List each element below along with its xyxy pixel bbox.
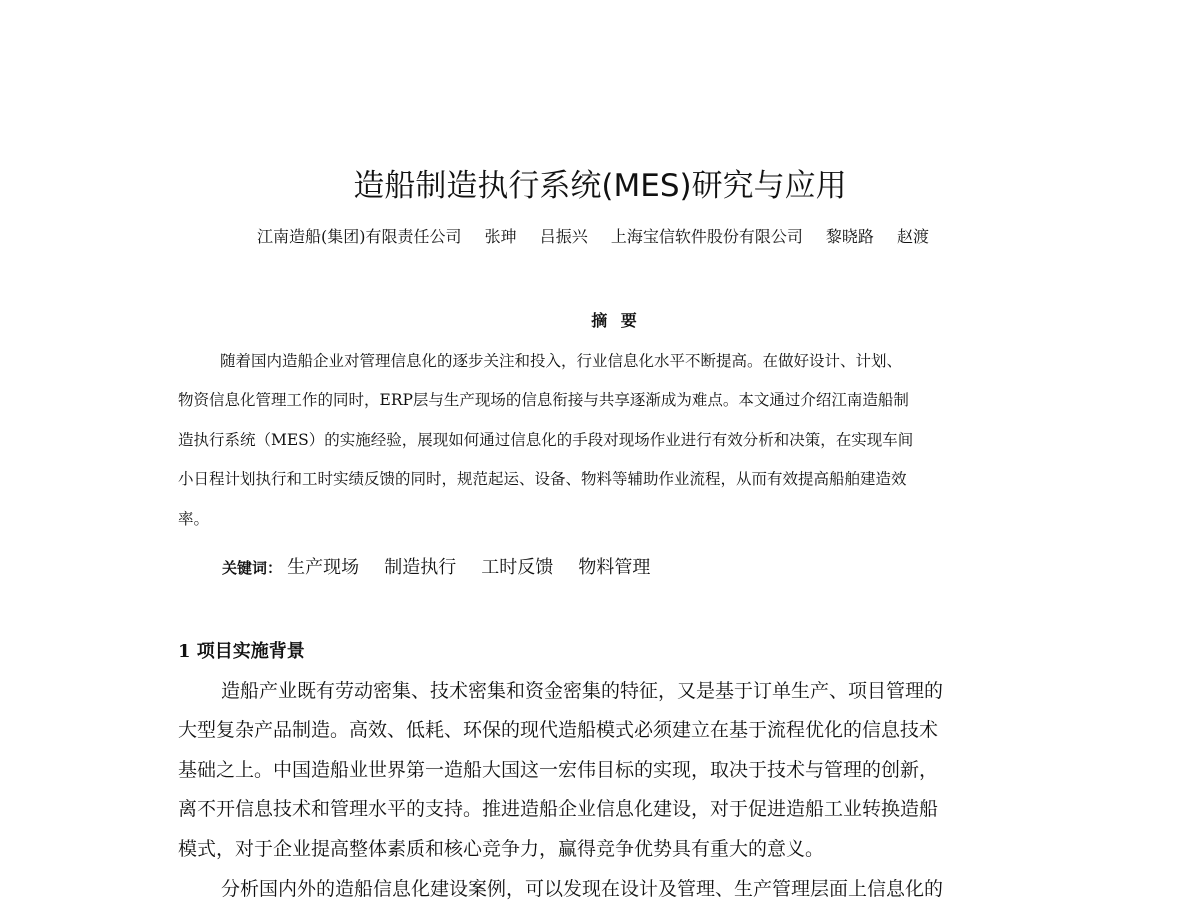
body-line: 大型复杂产品制造。高效、低耗、环保的现代造船模式必须建立在基于流程优化的信息技术 xyxy=(178,719,939,741)
abstract-heading: 摘 要 xyxy=(591,311,641,330)
abstract-line: 率。 xyxy=(178,510,210,528)
keyword: 物料管理 xyxy=(578,557,651,578)
author-name-2: 吕振兴 xyxy=(539,227,588,246)
author-affiliation-2: 上海宝信软件股份有限公司 xyxy=(610,227,803,246)
section-heading: 1 项目实施背景 xyxy=(178,641,305,662)
abstract-line: 小日程计划执行和工时实绩反馈的同时，规范起运、设备、物料等辅助作业流程，从而有效提高船舶建造效 xyxy=(178,470,907,488)
body-line: 模式，对于企业提高整体素质和核心竞争力，赢得竞争优势具有重大的意义。 xyxy=(178,838,825,860)
keyword: 生产现场 xyxy=(287,557,360,578)
abstract-line: 造执行系统（MES）的实施经验，展现如何通过信息化的手段对现场作业进行有效分析和决策，在实现车间 xyxy=(178,431,914,449)
author-name-4: 赵渡 xyxy=(897,227,930,246)
keywords xyxy=(222,553,670,579)
author-name-1: 张珅 xyxy=(484,227,517,246)
body-line: 离不开信息技术和管理水平的支持。推进造船企业信息化建设，对于促进造船工业转换造船 xyxy=(178,798,939,820)
abstract-line: 随着国内造船企业对管理信息化的逐步关注和投入，行业信息化水平不断提高。在做好设计、计划、 xyxy=(220,352,903,370)
abstract-line: 物资信息化管理工作的同时，ERP层与生产现场的信息衔接与共享逐渐成为难点。本文通过介绍江南造船制 xyxy=(178,391,909,409)
body-line: 造船产业既有劳动密集、技术密集和资金密集的特征，又是基于订单生产、项目管理的 xyxy=(221,680,944,702)
body-line: 分析国内外的造船信息化建设案例，可以发现在设计及管理、生产管理层面上信息化的 xyxy=(221,878,944,900)
keyword: 制造执行 xyxy=(384,557,457,578)
keyword: 工时反馈 xyxy=(481,557,554,578)
keywords-label: 关键词： xyxy=(222,559,283,577)
paper-title: 造船制造执行系统(MES)研究与应用 xyxy=(353,168,847,204)
author-line xyxy=(257,224,947,247)
author-affiliation-1: 江南造船(集团)有限责任公司 xyxy=(257,227,462,246)
author-name-3: 黎晓路 xyxy=(825,227,874,246)
body-line: 基础之上。中国造船业世界第一造船大国这一宏伟目标的实现，取决于技术与管理的创新， xyxy=(178,759,939,781)
